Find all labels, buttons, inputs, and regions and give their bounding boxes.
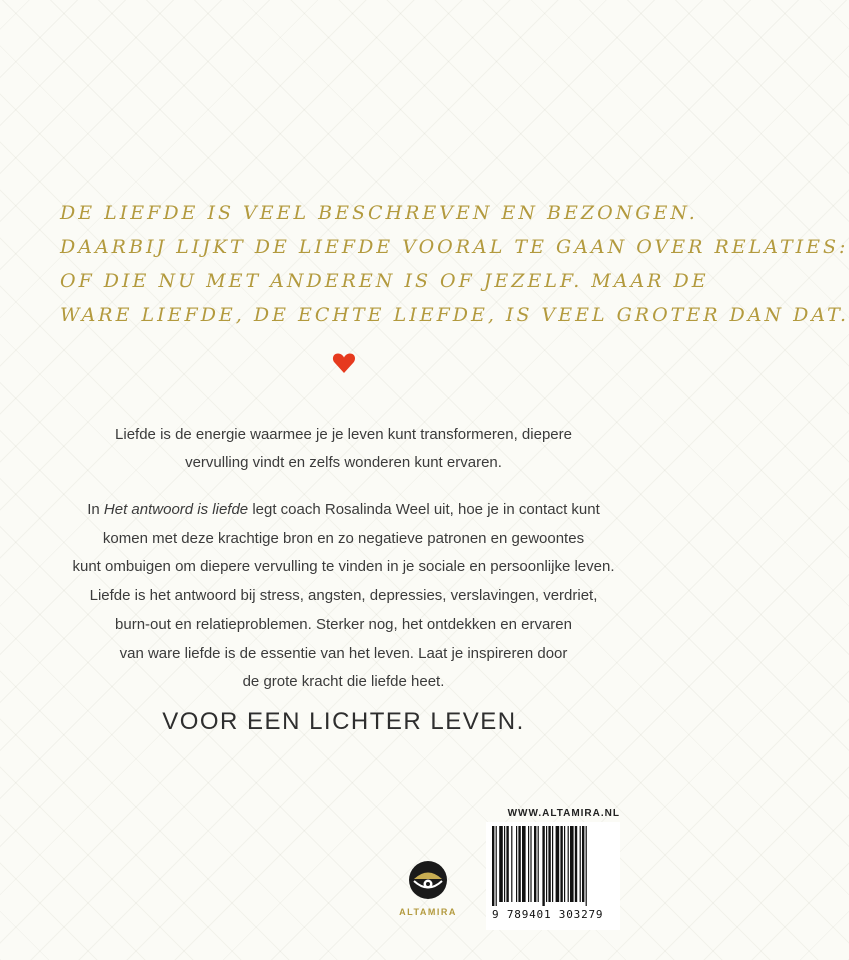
eye-logo-icon — [408, 860, 448, 900]
intro-line-2: vervulling vindt en zelfs wonderen kunt ervaren. — [185, 454, 502, 471]
book-title: Het antwoord is liefde — [103, 501, 249, 518]
barcode-stripe — [506, 826, 508, 902]
barcode-stripe — [522, 826, 526, 902]
barcode-stripe — [552, 826, 553, 902]
body-line-2: komen met deze krachtige bron en zo negatieve patronen en gewoontes — [102, 529, 585, 547]
slogan: VOOR EEN LICHTER LEVEN. — [162, 708, 525, 735]
barcode-stripe — [570, 826, 574, 902]
barcode-stripe — [564, 826, 565, 902]
barcode-stripe — [582, 826, 584, 902]
barcode-stripe — [530, 826, 531, 902]
barcode-stripe — [518, 826, 520, 902]
barcode — [486, 822, 620, 930]
barcode-stripe — [586, 826, 587, 906]
barcode-stripe — [492, 826, 494, 906]
publisher-logo — [392, 860, 464, 930]
barcode-stripe — [511, 826, 512, 902]
barcode-stripe — [542, 826, 544, 906]
isbn-number: 9 789401 303279 — [492, 908, 604, 921]
quote-line-2: DAARBIJ LIJKT DE LIEFDE VOORAL TE GAAN OVER RELATIES: — [60, 236, 849, 258]
body-line-1-pre: In — [87, 501, 104, 518]
barcode-stripe — [548, 826, 550, 902]
quote-line-3: OF DIE NU MET ANDEREN IS OF JEZELF. MAAR DE — [60, 270, 709, 292]
barcode-bars — [492, 826, 614, 906]
publisher-website: WWW.ALTAMIRA.NL — [507, 808, 620, 819]
quote-line-4: WARE LIEFDE, DE ECHTE LIEFDE, IS VEEL GROTER DAN DAT. — [60, 304, 849, 326]
intro-line-1: Liefde is de energie waarmee je je leven kunt transformeren, diepere — [115, 426, 572, 443]
barcode-stripe — [499, 826, 503, 902]
barcode-stripe — [556, 826, 560, 902]
barcode-stripe — [528, 826, 529, 902]
publisher-name: ALTAMIRA — [399, 907, 457, 917]
barcode-stripe — [538, 826, 539, 902]
body-line-1 — [40, 496, 647, 525]
heart-icon — [332, 352, 356, 374]
body-line-6: van ware liefde is de essentie van het leven. Laat je inspireren door — [119, 644, 568, 662]
barcode-stripe — [568, 826, 569, 902]
intro-paragraph — [60, 421, 627, 477]
body-line-7: de grote kracht die liefde heet. — [242, 673, 445, 691]
body-paragraph — [40, 496, 647, 697]
handwritten-quote — [60, 196, 849, 332]
barcode-stripe — [504, 826, 505, 902]
body-line-4: Liefde is het antwoord bij stress, angsten, depressies, verslavingen, verdriet, — [89, 587, 598, 605]
barcode-stripe — [496, 826, 497, 906]
body-line-1-post: legt coach Rosalinda Weel uit, hoe je in contact kunt — [248, 501, 600, 518]
barcode-stripe — [560, 826, 562, 902]
body-line-5: burn-out en relatieproblemen. Sterker nog, het ontdekken en ervaren — [115, 615, 572, 633]
barcode-stripe — [575, 826, 577, 902]
quote-line-1: DE LIEFDE IS VEEL BESCHREVEN EN BEZONGEN. — [60, 202, 698, 224]
barcode-stripe — [516, 826, 517, 902]
barcode-stripe — [534, 826, 536, 902]
body-line-3: kunt ombuigen om diepere vervulling te vinden in je sociale en persoonlijke leven. — [72, 558, 615, 576]
barcode-stripe — [546, 826, 547, 902]
barcode-stripe — [580, 826, 581, 902]
